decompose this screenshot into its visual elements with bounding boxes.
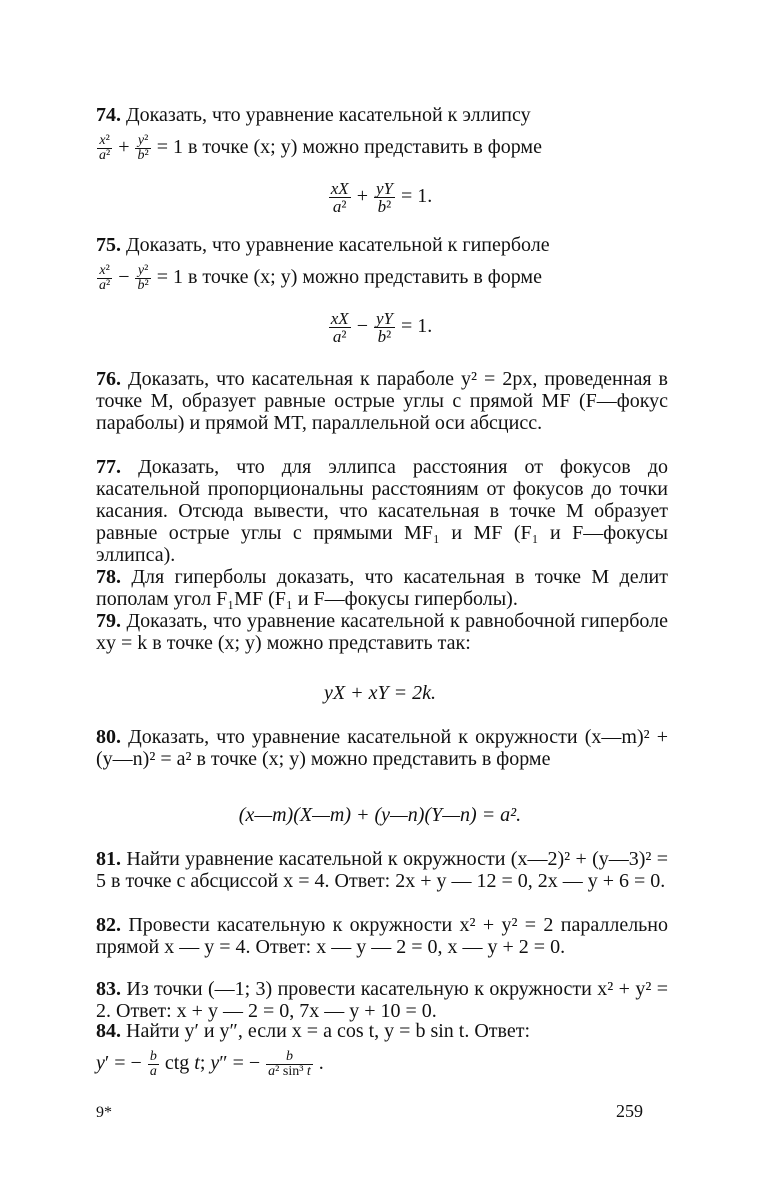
problem-text: Доказать, что уравнение касательной к эллипсу bbox=[126, 104, 531, 126]
problem-text: Доказать, что для эллипса расстояния от фокусов до касательной пропорциональны расстояниям от фокусов до точки касания. Отсюда вывести, что касательная в точке M образует равные острые углы с прямыми MF₁ и MF (F₁ и F—фокусы эллипса). bbox=[96, 456, 668, 566]
problem-74 bbox=[96, 104, 668, 126]
problem-text: Найти y′ и y″, если x = a cos t, y = b sin t. Ответ: bbox=[126, 1020, 531, 1042]
problem-number: 74. bbox=[96, 104, 121, 126]
tangent-ellipse-equation: $\frac{xX}{\text{a²}}$ + $\frac{yY}{\text{b²}}$ = 1. bbox=[330, 179, 433, 216]
signature-mark: 9* bbox=[96, 1104, 112, 1121]
problem-number: 75. bbox=[96, 234, 121, 256]
problem-82 bbox=[96, 914, 668, 958]
problem-text: Для гиперболы доказать, что касательная в точке M делит пополам угол F₁MF (F₁ и F—фокусы гиперболы). bbox=[96, 566, 668, 610]
problem-74-line2 bbox=[96, 134, 668, 163]
problem-76 bbox=[96, 368, 668, 434]
equation-79: yX + xY = 2k. bbox=[324, 682, 436, 704]
problem-80 bbox=[96, 726, 668, 770]
ellipse-equation: $\frac{\text{x²}}{\text{a²}}$ + $\frac{\text{y²}}{\text{b²}}$ = 1 bbox=[99, 133, 188, 163]
problem-number: 78. bbox=[96, 566, 121, 588]
tangent-hyperbola-equation: $\frac{xX}{\text{a²}}$ − $\frac{yY}{\text{b²}}$ = 1. bbox=[330, 309, 433, 346]
hyperbola-equation: $\frac{\text{x²}}{\text{a²}}$ − $\frac{\text{y²}}{\text{b²}}$ = 1 bbox=[99, 263, 188, 293]
problem-number: 82. bbox=[96, 914, 121, 936]
problem-84 bbox=[96, 1020, 668, 1042]
problem-text: Доказать, что уравнение касательной к гиперболе bbox=[126, 234, 550, 256]
page-number: 259 bbox=[616, 1101, 643, 1121]
problem-75 bbox=[96, 234, 668, 256]
problem-text: Из точки (—1; 3) провести касательную к окружности x² + y² = 2. Ответ: x + y — 2 = 0, 7x — y + 10 = 0. bbox=[96, 978, 668, 1022]
problem-text: Найти уравнение касательной к окружности (x—2)² + (y—3)² = 5 в точке с абсциссой x = 4. Ответ: 2x + y — 12 = 0, 2x — y + 6 = 0. bbox=[96, 848, 669, 892]
equation-80: (x—m)(X—m) + (y—n)(Y—n) = a². bbox=[238, 804, 522, 826]
problem-77 bbox=[96, 456, 668, 566]
problem-number: 81. bbox=[96, 848, 121, 870]
problem-number: 84. bbox=[96, 1020, 121, 1042]
problem-text: Доказать, что касательная к параболе y² = 2px, проведенная в точке M, образует равные острые углы с прямой MF (F—фокус параболы) и прямой MT, параллельной оси абсцисс. bbox=[96, 368, 668, 434]
problem-79 bbox=[96, 610, 668, 654]
problem-text: Провести касательную к окружности x² + y² = 2 параллельно прямой x — y = 4. Ответ: x — y — 2 = 0, x — y + 2 = 0. bbox=[96, 914, 669, 958]
problem-81 bbox=[96, 848, 668, 892]
problem-text: в точке (x; y) можно представить в форме bbox=[187, 136, 542, 159]
problem-78 bbox=[96, 566, 668, 610]
problem-number: 79. bbox=[96, 610, 121, 632]
problem-number: 80. bbox=[96, 726, 121, 748]
problem-text: Доказать, что уравнение касательной к равнобочной гиперболе xy = k в точке (x; y) можно представить так: bbox=[96, 610, 669, 654]
problem-83 bbox=[96, 978, 668, 1022]
problem-75-line2 bbox=[96, 264, 668, 293]
problem-number: 83. bbox=[96, 978, 121, 1000]
answer-84: y′ = − $\frac{b}{a}$ ctg t; y″ = − $\frac{b}{\text{a² sin³ t}}$ . bbox=[96, 1049, 324, 1079]
problem-number: 77. bbox=[96, 456, 121, 478]
problem-text: в точке (x; y) можно представить в форме bbox=[187, 266, 542, 289]
problem-text: Доказать, что уравнение касательной к окружности (x—m)² + (y—n)² = a² в точке (x; y) можно представить в форме bbox=[96, 726, 668, 770]
problem-number: 76. bbox=[96, 368, 121, 390]
